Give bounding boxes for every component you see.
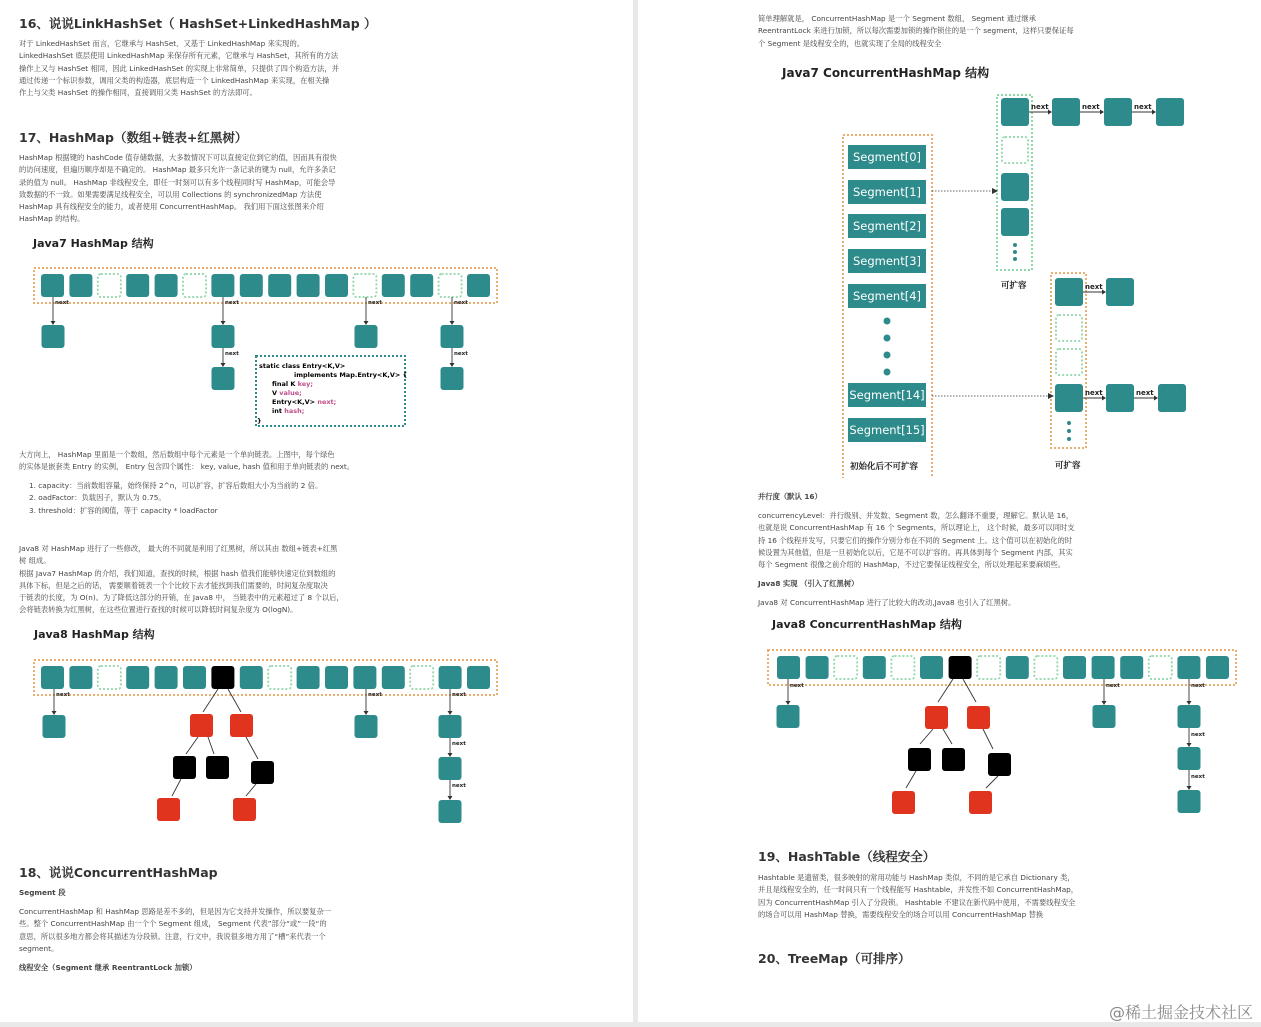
java8-chm-diagram bbox=[638, 644, 1261, 824]
array-cell bbox=[382, 274, 405, 297]
array-cell bbox=[467, 666, 490, 689]
array-cell bbox=[41, 666, 64, 689]
section-16-title: 16、说说LinkHashSet（ HashSet+LinkedHashMap ） bbox=[19, 16, 377, 31]
red-node bbox=[969, 791, 992, 814]
entry-node bbox=[1178, 747, 1201, 770]
segment-heading: Segment 段 bbox=[19, 888, 66, 897]
red-node bbox=[190, 714, 213, 737]
parallel-heading: 并行度（默认 16） bbox=[758, 492, 822, 501]
thread-safe-heading: 线程安全（Segment 继承 ReentrantLock 加锁） bbox=[19, 963, 197, 972]
segment-label: Segment[1] bbox=[852, 185, 922, 199]
empty-slot bbox=[1056, 349, 1082, 375]
empty-slot bbox=[410, 666, 433, 689]
array-cell bbox=[155, 274, 178, 297]
entry-node bbox=[1106, 384, 1134, 412]
array-cell bbox=[1206, 656, 1229, 679]
array-cell bbox=[155, 666, 178, 689]
red-node bbox=[233, 798, 256, 821]
next-label: next bbox=[225, 351, 239, 357]
entry-node bbox=[43, 715, 66, 738]
empty-slot bbox=[98, 274, 121, 297]
entry-node bbox=[1104, 98, 1132, 126]
array-cell bbox=[439, 666, 462, 689]
bucket-node bbox=[1001, 208, 1029, 236]
section-19-paragraph: Hashtable 是遗留类，很多映射的常用功能与 HashMap 类似，不同的是它承自 Dictionary 类， 并且是线程安全的，任一时间只有一个线程能写 Hashtable，并发性不如 ConcurrentHashMap， 因为 ConcurrentHashMap 引入了分段锁。 Hashtable 不建议在新代码中使用，不需要线程安全 的场合可以用 HashMap 替换，需要线程安全的场合可以用 ConcurrentHashMap 替换 bbox=[758, 873, 1079, 919]
array-cell bbox=[777, 656, 800, 679]
black-node bbox=[908, 748, 931, 771]
code-line: } bbox=[257, 417, 262, 425]
section-16-paragraph: 对于 LinkedHashSet 而言，它继承与 HashSet、又基于 LinkedHashMap 来实现的。 LinkedHashSet 底层使用 LinkedHashMap 来保存所有元素，它继承与 HashSet，其所有的方法 操作上又与 HashSet 相同，因此 LinkedHashSet 的实现上非常简单，只提供了四个构造方法，并 通过传递一个标识参数，调用父类的构造器，底层构造一个 LinkedHashMap 来实现，在相关操 作上与父类 HashSet 的操作相同，直接调用父类 HashSet 的方法即可。 bbox=[19, 39, 340, 98]
black-node bbox=[942, 748, 965, 771]
entry-node bbox=[1158, 384, 1186, 412]
segment-label: Segment[0] bbox=[852, 150, 922, 164]
empty-slot bbox=[1056, 315, 1082, 341]
array-cell bbox=[1092, 656, 1115, 679]
entry-node bbox=[1093, 705, 1116, 728]
code-line: static class Entry<K,V> bbox=[259, 362, 346, 370]
bucket-node bbox=[1055, 278, 1083, 306]
code-line: implements Map.Entry<K,V> { bbox=[294, 371, 408, 379]
section-17-title: 17、HashMap（数组+链表+红黑树） bbox=[19, 130, 248, 145]
java7-hashmap-diagram bbox=[0, 262, 633, 432]
entry-node bbox=[439, 757, 462, 780]
entry-node bbox=[1106, 278, 1134, 306]
next-label: next bbox=[1191, 774, 1205, 780]
java8-impl-line: Java8 对 ConcurrentHashMap 进行了比较大的改动,Java8 也引入了红黑树。 bbox=[758, 598, 1016, 607]
code-line: Entry<K,V> next; bbox=[272, 398, 337, 406]
entry-node bbox=[212, 325, 235, 348]
hashmap-description: 大方向上， HashMap 里面是一个数组，然后数组中每个元素是一个单向链表。上图中，每个绿色 的实体是嵌套类 Entry 的实例， Entry 包含四个属性： key, value, hash 值和用于单向链表的 next。 bbox=[19, 450, 355, 472]
next-label: next bbox=[1191, 732, 1205, 738]
entry-node bbox=[42, 325, 65, 348]
black-node bbox=[251, 761, 274, 784]
empty-slot bbox=[1034, 656, 1057, 679]
array-cell bbox=[410, 274, 433, 297]
segment-label: Segment[2] bbox=[852, 219, 922, 233]
array-cell bbox=[806, 656, 829, 679]
array-cell bbox=[325, 666, 348, 689]
next-label: next bbox=[1031, 103, 1049, 111]
code-line: int hash; bbox=[272, 407, 305, 415]
java8-impl-heading: Java8 实现 （引入了红黑树） bbox=[758, 579, 859, 588]
java8-chm-title: Java8 ConcurrentHashMap 结构 bbox=[772, 618, 962, 631]
red-node bbox=[892, 791, 915, 814]
bucket-node bbox=[1055, 384, 1083, 412]
bucket-node bbox=[1001, 173, 1029, 201]
empty-slot bbox=[353, 274, 376, 297]
array-cell bbox=[211, 274, 234, 297]
array-cell bbox=[297, 666, 320, 689]
entry-node bbox=[777, 705, 800, 728]
array-cell bbox=[126, 666, 149, 689]
array-cell bbox=[297, 274, 320, 297]
entry-node bbox=[1156, 98, 1184, 126]
entry-node bbox=[355, 715, 378, 738]
parallel-paragraph: concurrencyLevel：并行级别、并发数、Segment 数，怎么翻译不重要，理解它。默认是 16， 也就是说 ConcurrentHashMap 有 16 个 Segments，所以理论上， 这个时候，最多可以同时支 持 16 个线程并发写，只要它们的操作分别分布在不同的 Segment 上。这个值可以在初始化的时 候设置为其他值，但是一旦初始化以后，它是不可以扩容的。再具体到每个 Segment 内部，其实 每个 Segment 很像之前介绍的 HashMap，不过它要保证线程安全，所以处理起来要麻烦些。 bbox=[758, 511, 1075, 570]
next-label: next bbox=[368, 692, 382, 698]
tree-root-cell bbox=[211, 666, 234, 689]
expand-label-lower: 可扩容 bbox=[1055, 461, 1081, 471]
next-label: next bbox=[452, 783, 466, 789]
entry-node bbox=[212, 367, 235, 390]
array-cell bbox=[183, 666, 206, 689]
section-20-title: 20、TreeMap（可排序） bbox=[758, 951, 911, 966]
entry-node bbox=[355, 325, 378, 348]
section-19-title: 19、HashTable（线程安全） bbox=[758, 849, 936, 864]
array-cell bbox=[1120, 656, 1143, 679]
array-cell bbox=[69, 666, 92, 689]
array-cell bbox=[863, 656, 886, 679]
next-label: next bbox=[1191, 683, 1205, 689]
section-18-title: 18、说说ConcurrentHashMap bbox=[19, 865, 218, 880]
expand-label-upper: 可扩容 bbox=[1001, 281, 1027, 291]
next-label: next bbox=[55, 300, 69, 306]
java8-hashmap-paragraph: Java8 对 HashMap 进行了一些修改， 最大的不同就是利用了红黑树，所以其由 数组+链表+红黑 树 组成。 根据 Java7 HashMap 的介绍，我们知道，查找的时候，根据 hash 值我们能够快速定位到数组的 具体下标，但是之后的话， 需要顺着链表一个个比较下去才能找到我们需要的，时间复杂度取决 于链表的长度，为 O(n)。为了降低这部分的开销，在 Java8 中， 当链表中的元素超过了 8 个以后， 会将链表转换为红黑树，在这些位置进行查找的时候可以降低时间复杂度为 O(logN)。 bbox=[19, 544, 344, 615]
entry-node bbox=[441, 325, 464, 348]
array-cell bbox=[1063, 656, 1086, 679]
array-cell bbox=[1006, 656, 1029, 679]
java7-hashmap-title: Java7 HashMap 结构 bbox=[33, 237, 154, 250]
next-label: next bbox=[452, 741, 466, 747]
red-node bbox=[925, 706, 948, 729]
next-label: next bbox=[454, 300, 468, 306]
next-label: next bbox=[1082, 103, 1100, 111]
next-label: next bbox=[1085, 283, 1103, 291]
array-cell bbox=[382, 666, 405, 689]
watermark: @稀土掘金技术社区 bbox=[1108, 1003, 1253, 1022]
next-label: next bbox=[1106, 683, 1120, 689]
empty-slot bbox=[1149, 656, 1172, 679]
array-cell bbox=[41, 274, 64, 297]
empty-slot bbox=[834, 656, 857, 679]
array-cell bbox=[240, 274, 263, 297]
segment-label: Segment[3] bbox=[852, 254, 922, 268]
array-cell bbox=[1177, 656, 1200, 679]
next-label: next bbox=[1085, 389, 1103, 397]
segment-label: Segment[4] bbox=[852, 289, 922, 303]
next-label: next bbox=[1134, 103, 1152, 111]
empty-slot bbox=[268, 666, 291, 689]
next-label: next bbox=[452, 692, 466, 698]
entry-node bbox=[1178, 790, 1201, 813]
empty-slot bbox=[977, 656, 1000, 679]
array-cell bbox=[920, 656, 943, 679]
left-page bbox=[0, 0, 633, 1022]
next-label: next bbox=[56, 692, 70, 698]
next-label: next bbox=[368, 300, 382, 306]
entry-node bbox=[439, 715, 462, 738]
java8-hashmap-title: Java8 HashMap 结构 bbox=[34, 628, 155, 641]
java8-hashmap-diagram bbox=[0, 654, 633, 834]
black-node bbox=[206, 756, 229, 779]
init-no-expand-label: 初始化后不可扩容 bbox=[850, 462, 919, 472]
red-node bbox=[230, 714, 253, 737]
segment-label: Segment[14] bbox=[849, 388, 925, 402]
array-cell bbox=[467, 274, 490, 297]
black-node bbox=[173, 756, 196, 779]
array-cell bbox=[240, 666, 263, 689]
java7-chm-diagram bbox=[638, 88, 1261, 478]
section-18-paragraph: ConcurrentHashMap 和 HashMap 思路是差不多的，但是因为它支持并发操作，所以要复杂一 些。整个 ConcurrentHashMap 由一个个 Segment 组成， Segment 代表”部分“或”一段“的 意思，所以很多地方都会将其描述为分段锁。注意，行文中，我说很多地方用了“槽”来代表一个 segment。 bbox=[19, 907, 332, 953]
right-page bbox=[638, 0, 1261, 1022]
entry-node bbox=[1178, 705, 1201, 728]
empty-slot bbox=[439, 274, 462, 297]
code-line: V value; bbox=[272, 389, 302, 397]
hashmap-param-list: 1. capacity：当前数组容量，始终保持 2^n，可以扩容，扩容后数组大小为当前的 2 倍。 2. oadFactor：负载因子，默认为 0.75。 3. threshold：扩容的阈值，等于 capacity * loadFactor bbox=[29, 481, 323, 515]
next-label: next bbox=[454, 351, 468, 357]
array-cell bbox=[325, 274, 348, 297]
next-label: next bbox=[790, 683, 804, 689]
segment-label: Segment[15] bbox=[849, 423, 925, 437]
empty-slot bbox=[98, 666, 121, 689]
tree-root-cell bbox=[949, 656, 972, 679]
array-cell bbox=[353, 666, 376, 689]
array-cell bbox=[126, 274, 149, 297]
code-line: final K key; bbox=[272, 380, 314, 388]
red-node bbox=[967, 706, 990, 729]
empty-slot bbox=[183, 274, 206, 297]
java7-chm-title: Java7 ConcurrentHashMap 结构 bbox=[782, 66, 990, 80]
entry-node bbox=[439, 800, 462, 823]
entry-node bbox=[1052, 98, 1080, 126]
black-node bbox=[988, 753, 1011, 776]
section-17-paragraph: HashMap 根据键的 hashCode 值存储数据，大多数情况下可以直接定位到它的值，因而具有很快 的访问速度，但遍历顺序却是不确定的。 HashMap 最多只允许一条记录的键为 null，允许多条记 录的值为 null。 HashMap 非线程安全，即任一时刻可以有多个线程同时写 HashMap，可能会导 致数据的不一致。如果需要满足线程安全，可以用 Collections 的 synchronizedMap 方法使 HashMap 具有线程安全的能力，或者使用 ConcurrentHashMap。 我们用下面这张图来介绍 HashMap 的结构。 bbox=[19, 153, 337, 224]
array-cell bbox=[268, 274, 291, 297]
array-cell bbox=[69, 274, 92, 297]
red-node bbox=[157, 798, 180, 821]
bucket-node bbox=[1001, 98, 1029, 126]
chm-intro-paragraph: 简单理解就是， ConcurrentHashMap 是一个 Segment 数组， Segment 通过继承 ReentrantLock 来进行加锁，所以每次需要加锁的操作锁住的是一个 segment，这样只要保证每 个 Segment 是线程安全的，也就实现了全局的线程安全 bbox=[758, 14, 1074, 48]
entry-node bbox=[441, 367, 464, 390]
next-label: next bbox=[1136, 389, 1154, 397]
next-label: next bbox=[225, 300, 239, 306]
empty-slot bbox=[1002, 137, 1028, 163]
empty-slot bbox=[891, 656, 914, 679]
